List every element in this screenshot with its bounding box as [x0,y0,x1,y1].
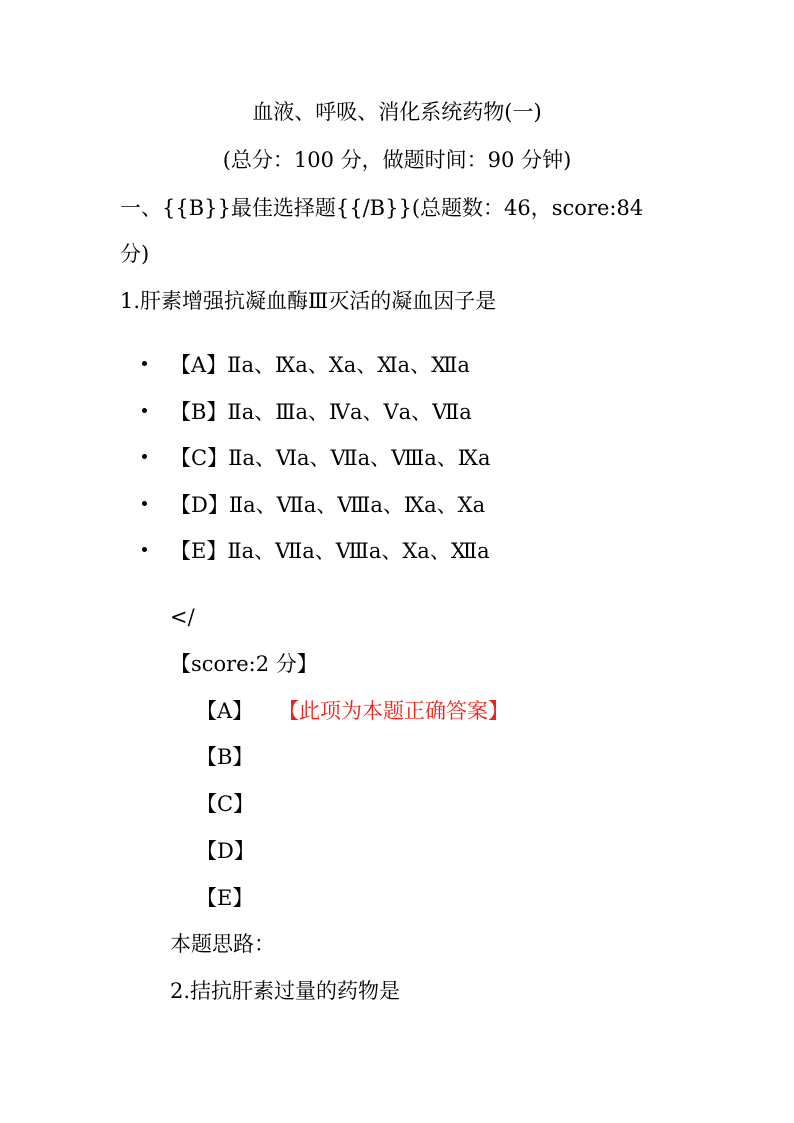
bullet-icon [142,547,147,552]
option-a [120,351,491,398]
section-heading-continuation: 分) [120,242,150,266]
correct-answer-note: 【此项为本题正确答案】 [278,699,509,723]
document-title: 血液、呼吸、消化系统药物(一) [252,100,542,124]
option-e [120,537,491,584]
answer-row-e: 【E】 [196,886,254,910]
explanation-label: 本题思路： [170,932,275,956]
option-text: 【B】Ⅱa、Ⅲa、Ⅳa、Ⅴa、Ⅶa [170,399,472,424]
option-text: 【C】Ⅱa、Ⅵa、Ⅶa、Ⅷa、Ⅸa [170,446,491,470]
answer-label: 【A】 [196,699,254,723]
answer-row-a [196,697,509,725]
bullet-icon [142,361,147,366]
option-d [120,491,491,538]
option-text: 【D】Ⅱa、Ⅶa、Ⅷa、Ⅸa、Ⅹa [170,492,486,517]
bullet-icon [142,408,147,413]
answer-row-d: 【D】 [196,839,255,863]
option-text: 【E】Ⅱa、Ⅶa、Ⅷa、Ⅹa、Ⅻa [170,539,490,563]
answer-row-b: 【B】 [196,745,254,769]
option-c [120,444,491,491]
question-2-stem: 2.拮抗肝素过量的药物是 [170,979,401,1003]
option-b [120,398,491,445]
question-1-stem: 1.肝素增强抗凝血酶Ⅲ灭活的凝血因子是 [120,289,497,313]
option-text: 【A】Ⅱa、Ⅸa、Ⅹa、Ⅺa、Ⅻa [170,353,470,377]
bullet-icon [142,454,147,459]
section-heading: 一、{{B}}最佳选择题{{/B}}(总题数：46，score:84 [120,196,644,220]
question-1-score: 【score:2 分】 [170,652,318,676]
bullet-icon [142,501,147,506]
answer-row-c: 【C】 [196,792,255,816]
stray-tag: </ [170,605,195,629]
question-1-options [120,351,491,584]
document-subtitle: (总分：100 分，做题时间：90 分钟) [222,148,572,172]
